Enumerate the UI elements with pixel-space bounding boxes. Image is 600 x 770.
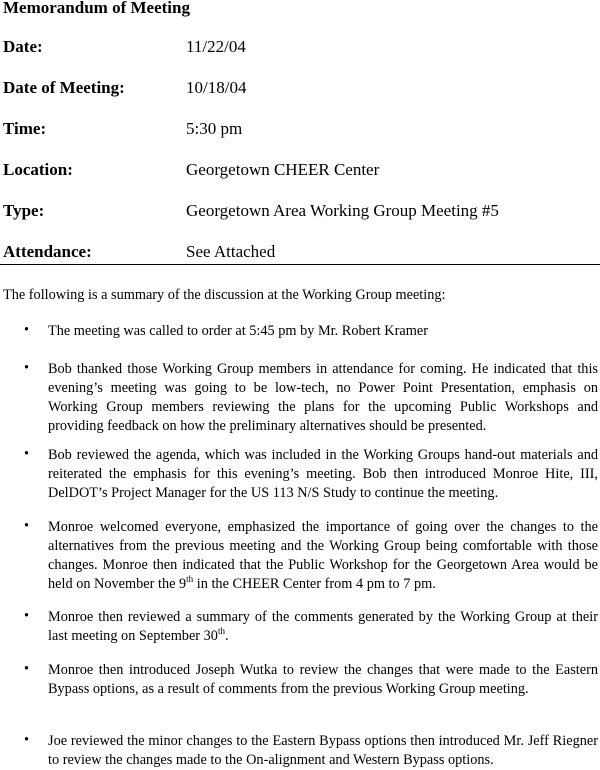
bullet-icon: • (24, 446, 30, 462)
field-label: Attendance: (3, 242, 92, 261)
field-time (0, 118, 600, 140)
list-item-text-part: Monroe welcomed everyone, emphasized the importance of going over the changes to the alternatives from the previous meeting and the Working Group being comfortable with those changes. Monroe then indicated that the Public Workshop for the Georgetown Area would be held on November the 9 (48, 519, 598, 592)
field-date-of-meeting (0, 77, 600, 99)
superscript: th (186, 574, 194, 585)
list-item-text: Bob thanked those Working Group members in attendance for coming. He indicated that this evening’s meeting was going to be low-tech, no Power Point Presentation, emphasis on Working Group members reviewing the plans for the upcoming Public Workshops and providing feedback on how the preliminary alternatives should be presented. (48, 361, 598, 434)
field-value: 10/18/04 (186, 78, 247, 97)
field-attendance (0, 241, 600, 263)
list-item-text (48, 518, 598, 594)
field-label: Location: (3, 160, 73, 179)
field-value: Georgetown Area Working Group Meeting #5 (186, 201, 499, 220)
bullet-icon: • (24, 732, 30, 748)
header-divider (0, 264, 600, 265)
field-label: Time: (3, 119, 47, 138)
field-location (0, 159, 600, 181)
intro-text: The following is a summary of the discussion at the Working Group meeting: (3, 287, 446, 303)
field-label: Date: (3, 37, 43, 56)
field-date (0, 36, 600, 58)
field-value: See Attached (186, 242, 276, 261)
superscript: th (217, 626, 225, 637)
field-label: Date of Meeting: (3, 78, 125, 97)
list-item-text-part: Monroe then reviewed a summary of the comments generated by the Working Group at their last meeting on September 30 (48, 609, 598, 644)
list-item-text-part: in the CHEER Center from 4 pm to 7 pm. (193, 576, 436, 592)
bullet-icon: • (24, 518, 30, 534)
list-item-text: Bob reviewed the agenda, which was included in the Working Groups hand-out materials and reiterated the emphasis for this evening’s meeting. Bob then introduced Monroe Hite, III, DelDOT’s Project Manager for the US 113 N/S Study to continue the meeting. (48, 447, 598, 501)
list-item-text: Joe reviewed the minor changes to the Eastern Bypass options then introduced Mr. Jeff Riegner to review the changes made to the On-alignment and Western Bypass options. (48, 733, 598, 768)
bullet-icon: • (24, 661, 30, 677)
list-item-text-part: . (224, 628, 229, 644)
field-value: Georgetown CHEER Center (186, 160, 380, 179)
bullet-icon: • (24, 608, 30, 624)
bullet-icon: • (24, 322, 30, 338)
field-value: 5:30 pm (186, 119, 243, 138)
field-label: Type: (3, 201, 45, 220)
memo-title: Memorandum of Meeting (3, 0, 190, 17)
bullet-icon: • (24, 360, 30, 376)
field-type (0, 200, 600, 222)
field-value: 11/22/04 (186, 37, 246, 56)
list-item-text (48, 608, 598, 646)
list-item-text: Monroe then introduced Joseph Wutka to review the changes that were made to the Eastern Bypass options, as a result of comments from the previous Working Group meeting. (48, 662, 598, 697)
list-item-text: The meeting was called to order at 5:45 pm by Mr. Robert Kramer (48, 323, 428, 339)
